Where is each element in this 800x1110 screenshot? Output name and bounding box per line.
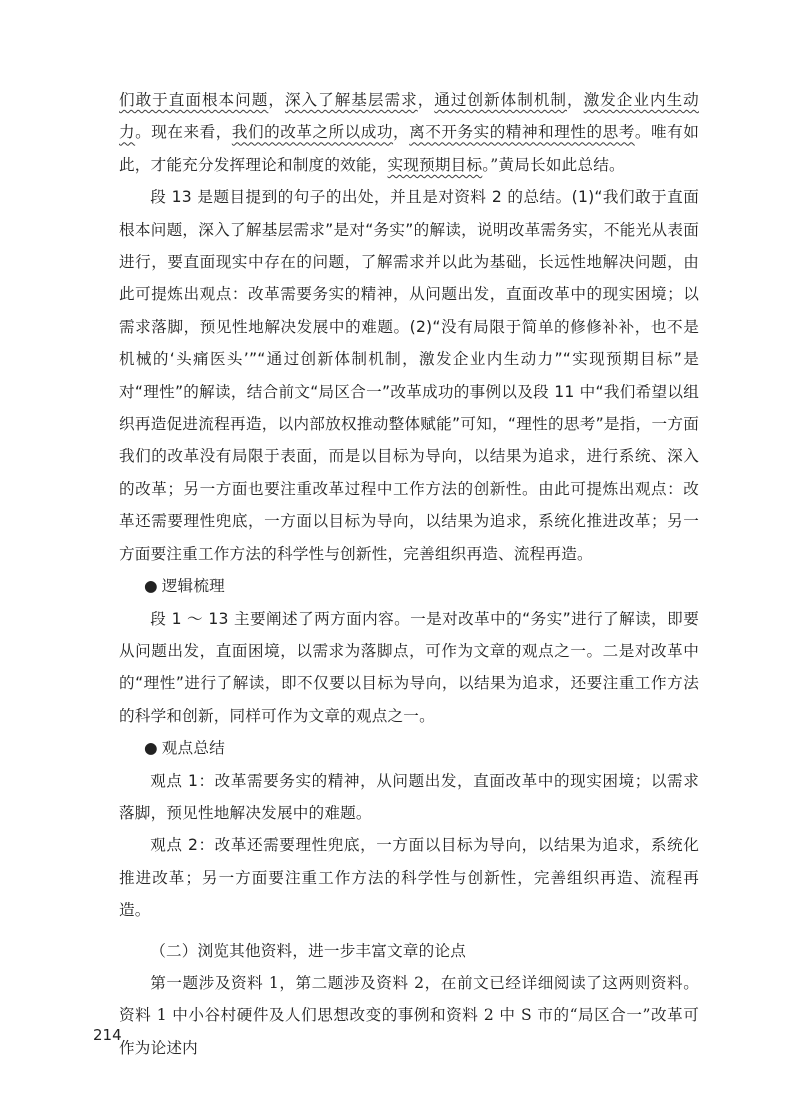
- viewpoint-1: 观点 1：改革需要务实的精神，从问题出发，直面改革中的现实困境；以需求落脚，预见性地解决发展中的难题。: [119, 771, 699, 822]
- bullet-icon: ●: [143, 739, 158, 758]
- section-two-heading: （二）浏览其他资料，进一步丰富文章的论点: [150, 941, 467, 960]
- summary-heading-text: 观点总结: [161, 739, 225, 758]
- underlined-phrase: 离不开务实的精神和理性的思考: [409, 123, 635, 142]
- logic-heading: [119, 570, 699, 602]
- underlined-phrase: 们敢于直面根本问题: [119, 91, 269, 109]
- text-body: [119, 84, 699, 1064]
- logic-heading-text: 逻辑梳理: [161, 577, 225, 596]
- underlined-phrase: 我们的改革之所以成功: [231, 123, 394, 142]
- paragraph-text: 。”黄局长如此总结。: [482, 155, 625, 174]
- underlined-phrase: 通过创新体制机制: [434, 91, 568, 109]
- bullet-icon: ●: [143, 577, 158, 596]
- viewpoint-2: 观点 2：改革还需要理性兜底，一方面以目标为导向，以结果为追求，系统化推进改革；另一方面要注重工作方法的科学性与创新性，完善组织再造、流程再造。: [119, 836, 699, 920]
- top-paragraph: [119, 84, 699, 181]
- paragraph-text: 。唯有如此，才能充分发挥理论和制度的效能，: [119, 123, 699, 174]
- underlined-phrase: 实现预期目标: [387, 155, 483, 174]
- page-number: 214: [93, 1026, 122, 1044]
- paragraph-text: 。现在来看，: [135, 123, 232, 142]
- punctuation: ，: [567, 91, 584, 109]
- punctuation: ，: [268, 91, 285, 109]
- underlined-phrase: 深入了解基层需求: [284, 91, 418, 109]
- logic-body: 段 1 ～ 13 主要阐述了两方面内容。一是对改革中的“务实”进行了解读，即要从问题出发，直面困境，以需求为落脚点，可作为文章的观点之一。二是对改革中的“理性”进行了解读，即不仅要以目标为导向，以结果为追求，还要注重工作方法的科学和创新，同样可作为文章的观点之一。: [119, 609, 699, 725]
- analysis-paragraph: 段 13 是题目提到的句子的出处，并且是对资料 2 的总结。(1)“我们敢于直面根本问题，深入了解基层需求”是对“务实”的解读，说明改革需务实，不能光从表面进行，要直面现实中存在的问题，了解需求并以此为基础，长远性地解决问题，由此可提炼出观点：改革需要务实的精神，从问题出发，直面改革中的现实困境；以需求落脚，预见性地解决发展中的难题。(2)“没有局限于简单的修修补补，也不是机械的‘头痛医头’”“通过创新体制机制，激发企业内生动力”“实现预期目标”是对“理性”的解读，结合前文“局区合一”改革成功的事例以及段 11 中“我们希望以组织再造促进流程再造，以内部放权推动整体赋能”可知，“理性的思考”是指，一方面我们的改革没有局限于表面，而是以目标为导向，以结果为追求，进行系统、深入的改革；另一方面也要注重改革过程中工作方法的创新性。由此可提炼出观点：改革还需要理性兜底，一方面以目标为导向，以结果为追求，系统化推进改革；另一方面要注重工作方法的科学性与创新性，完善组织再造、流程再造。: [119, 188, 699, 563]
- punctuation: ，: [393, 123, 410, 142]
- summary-heading: [119, 732, 699, 764]
- underlined-phrase: 激发企业内生动力: [119, 91, 699, 142]
- section-two-body: 第一题涉及资料 1，第二题涉及资料 2，在前文已经详细阅读了这两则资料。资料 1 中小谷村硬件及人们思想改变的事例和资料 2 中 S 市的“局区合一”改革可作为论述内: [119, 973, 699, 1057]
- punctuation: ，: [417, 91, 435, 109]
